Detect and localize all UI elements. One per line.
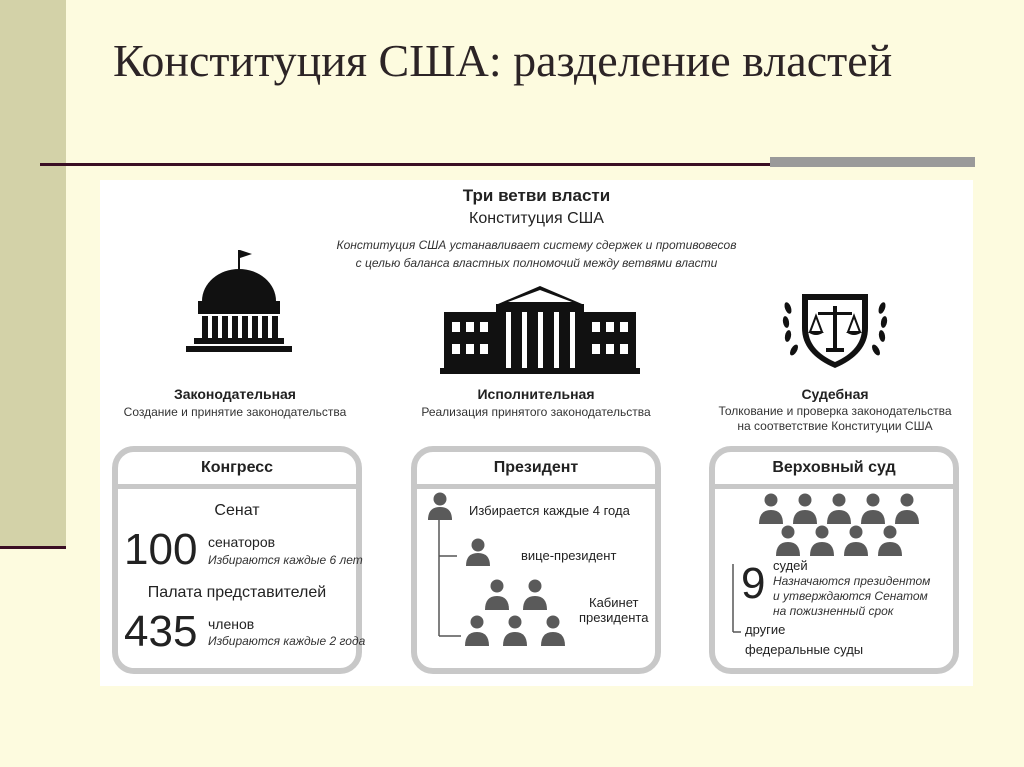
branch-executive-desc: Реализация принятого законодательства — [421, 405, 651, 419]
president-term: Избирается каждые 4 года — [469, 503, 630, 518]
description-line: Конституция США устанавливает систему сдержек и противовесов — [336, 238, 737, 252]
vice-president-label: вице-президент — [521, 548, 617, 563]
infographic — [100, 180, 973, 686]
branch-judicial-name: Судебная — [801, 386, 869, 402]
title-rule — [40, 163, 770, 166]
branch-executive-name: Исполнительная — [477, 386, 595, 402]
justices-unit: судей — [773, 558, 808, 573]
side-band — [0, 0, 66, 548]
other-courts-label — [745, 620, 863, 660]
infographic-subtitle: Конституция США — [469, 210, 604, 227]
house-count: 435 — [124, 607, 198, 656]
white-house-icon — [440, 280, 640, 376]
congress-box — [112, 446, 366, 674]
other-courts-line: федеральные суды — [745, 642, 864, 657]
congress-header: Конгресс — [200, 459, 274, 476]
president-header: Президент — [493, 459, 579, 476]
senate-term: Избираются каждые 6 лет — [208, 553, 363, 567]
justices-appointment-line: Назначаются президентом — [773, 574, 931, 588]
senate-unit: сенаторов — [208, 534, 276, 550]
branch-legislative-desc: Создание и принятие законодательства — [123, 405, 347, 419]
cabinet-people-icon — [463, 578, 575, 648]
house-unit: членов — [208, 616, 255, 632]
justices-appointment-line: на пожизненный срок — [773, 604, 894, 618]
house-label: Палата представителей — [147, 584, 327, 601]
justices-count: 9 — [741, 559, 766, 608]
person-icon — [427, 492, 453, 520]
scales-of-justice-icon — [780, 288, 890, 372]
other-courts-line: другие — [745, 622, 786, 637]
supreme-court-header: Верховный суд — [772, 459, 896, 476]
side-accent-line — [0, 546, 66, 549]
house-term: Избираются каждые 2 года — [208, 634, 366, 648]
person-icon — [465, 538, 491, 566]
senate-label: Сенат — [214, 502, 260, 519]
cabinet-label — [579, 595, 648, 625]
branch-judicial-desc-line: Толкование и проверка законодательства — [718, 404, 952, 418]
cabinet-label-line: Кабинет — [589, 595, 639, 610]
senate-count: 100 — [124, 525, 198, 574]
description-line: с целью баланса властных полномочий между ветвями власти — [355, 256, 718, 270]
branch-legislative-name: Законодательная — [174, 386, 296, 402]
infographic-title: Три ветви власти — [462, 186, 611, 205]
branch-judicial-desc-line: на соответствие Конституции США — [737, 419, 933, 433]
box-divider — [118, 484, 356, 489]
capitol-icon — [172, 246, 302, 376]
justices-appointment-line: и утверждаются Сенатом — [773, 589, 928, 603]
title-rule-accent — [770, 157, 975, 167]
supreme-court-box — [709, 446, 959, 674]
branch-judicial-desc — [700, 404, 970, 434]
president-box — [411, 446, 661, 674]
cabinet-label-line: президента — [579, 610, 649, 625]
slide-title: Конституция США: разделение властей — [113, 35, 893, 86]
justices-appointment — [773, 574, 930, 619]
